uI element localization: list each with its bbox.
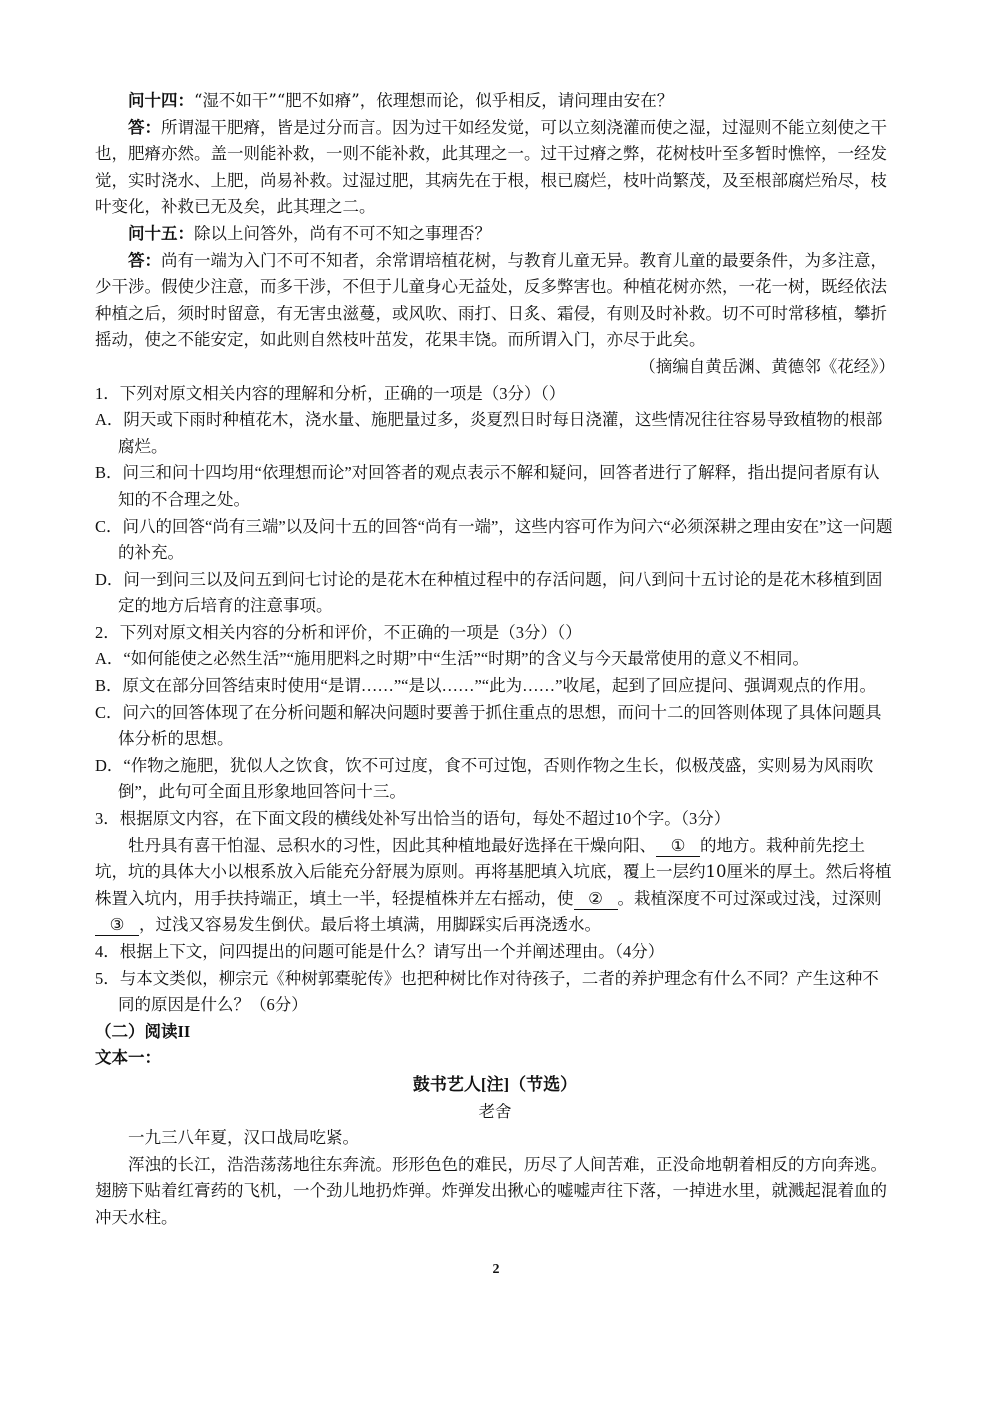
source-citation: （摘编自黄岳渊、黄德邻《花经》）	[639, 356, 895, 376]
q3-part-1: 牡丹具有喜干怕湿、忌积水的习性，因此其种植地最好选择在干燥向阳、	[128, 835, 656, 855]
page-number: 2	[492, 1262, 500, 1277]
a15-text: 尚有一端为入门不可不知者，余常谓培植花树，与教育儿童无异。教育儿童的最要条件，为多注意，少干涉。假使少注意，而多干涉，不但于儿童身心无益处，反多弊害也。种植花树亦然，一花一树，既经依法种植之后，须时时留意，有无害虫滋蔓，或风吹、雨打、日炙、霜侵，有则及时补救。切不可时常移植，攀折摇动，使之不能安定，如此则自然枝叶茁发，花果丰饶。而所谓入门，亦尽于此矣。	[95, 250, 887, 350]
q1-option-d: D．问一到问三以及问五到问七讨论的是花木在种植过程中的存活问题，问八到问十五讨论的是花木移植到固定的地方后培育的注意事项。	[95, 569, 883, 616]
story-title: 鼓书艺人[注]（节选）	[412, 1074, 578, 1094]
q5: 5．与本文类似，柳宗元《种树郭橐驼传》也把种树比作对待孩子，二者的养护理念有什么不同？产生这种不同的原因是什么？（6分）	[95, 968, 879, 1015]
q4: 4．根据上下文，问四提出的问题可能是什么？请写出一个并阐述理由。（4分）	[95, 942, 665, 961]
q2-option-a: A．“如何能使之必然生活”“施用肥料之时期”中“生活”“时期”的含义与今天最常使用的意义不相同。	[95, 649, 810, 669]
q3-stem: 3．根据原文内容，在下面文段的横线处补写出恰当的语句，每处不超过10个字。（3分）	[95, 809, 731, 829]
q3-part-3: 。栽植深度不可过深或过浅，过深则	[617, 888, 882, 908]
text-one-label: 文本一：	[95, 1048, 161, 1068]
answer-14	[95, 115, 895, 221]
a15-label: 答：	[128, 250, 161, 270]
a14-text: 所谓湿干肥瘠，皆是过分而言。因为过干如经发觉，可以立刻浇灌而使之湿，过湿则不能立刻使之干也，肥瘠亦然。盖一则能补救，一则不能补救，此其理之一。过干过瘠之弊，花树枝叶至多暂时憔悴，一经发觉，实时浇水、上肥，尚易补救。过湿过肥，其病先在于根，根已腐烂，枝叶尚繁茂，及至根部腐烂殆尽，枝叶变化，补救已无及矣，此其理之二。	[95, 117, 887, 217]
q3-part-4: ，过浅又容易发生倒伏。最后将土填满，用脚踩实后再浇透水。	[139, 915, 601, 935]
question-14	[95, 88, 895, 115]
q3-blank-3[interactable]: ③	[95, 915, 139, 936]
section-heading: （二）阅读II	[95, 1021, 191, 1041]
story-paragraph-2: 浑浊的长江，浩浩荡荡地往东奔流。形形色色的难民，历尽了人间苦难，正没命地朝着相反的方向奔逃。翅膀下贴着红膏药的飞机，一个劲儿地扔炸弹。炸弹发出揪心的嘘嘘声往下落，一掉进水里，就溅起混着血的冲天水柱。	[95, 1154, 887, 1227]
q1-stem: 1．下列对原文相关内容的理解和分析，正确的一项是（3分）（）	[95, 383, 566, 403]
q3-blank-1[interactable]: ①	[656, 836, 700, 857]
story-author: 老舍	[478, 1101, 512, 1121]
q3-part-2: 的地方。栽种前先挖土坑，坑的具体大小以根系放入后能充分舒展为原则。再将基肥填入坑底，覆上一层约10厘米的厚土。然后将植株置入坑内，用手扶持端正，填土一半，轻提植株并左右摇动，使	[95, 835, 892, 908]
page-content	[95, 88, 895, 1232]
q1-option-b: B．问三和问十四均用“依理想而论”对回答者的观点表示不解和疑问，回答者进行了解释，指出提问者原有认知的不合理之处。	[95, 463, 880, 509]
q1-option-c: C．问八的回答“尚有三端”以及问十五的回答“尚有一端”，这些内容可作为问六“必须深耕之理由安在”这一问题的补充。	[95, 516, 893, 563]
q2-option-d: D．“作物之施肥，犹似人之饮食，饮不可过度，食不可过饱，否则作物之生长，似极茂盛，实则易为风雨吹倒”，此句可全面且形象地回答问十三。	[95, 755, 874, 802]
q14-label: 问十四：	[128, 91, 194, 110]
q15-label: 问十五：	[128, 223, 194, 243]
q15-text: 除以上问答外，尚有不可不知之事理否？	[194, 223, 491, 243]
story-paragraph-1: 一九三八年夏，汉口战局吃紧。	[128, 1128, 359, 1148]
q2-option-b: B．原文在部分回答结束时使用“是谓……”“是以……”“此为……”收尾，起到了回应提问、强调观点的作用。	[95, 676, 876, 696]
q3-passage	[95, 833, 895, 939]
q3-blank-2[interactable]: ②	[574, 889, 618, 910]
answer-15	[95, 248, 895, 354]
q1-option-a: A．阴天或下雨时种植花木，浇水量、施肥量过多，炎夏烈日时每日浇灌，这些情况往往容易导致植物的根部腐烂。	[95, 410, 883, 456]
question-15	[95, 221, 895, 248]
q2-stem: 2．下列对原文相关内容的分析和评价，不正确的一项是（3分）（）	[95, 622, 582, 642]
a14-label: 答：	[128, 117, 161, 137]
q2-option-c: C．问六的回答体现了在分析问题和解决问题时要善于抓住重点的思想，而问十二的回答则体现了具体问题具体分析的思想。	[95, 702, 882, 749]
q14-text: “湿不如干”“肥不如瘠”，依理想而论，似乎相反，请问理由安在？	[194, 91, 674, 110]
